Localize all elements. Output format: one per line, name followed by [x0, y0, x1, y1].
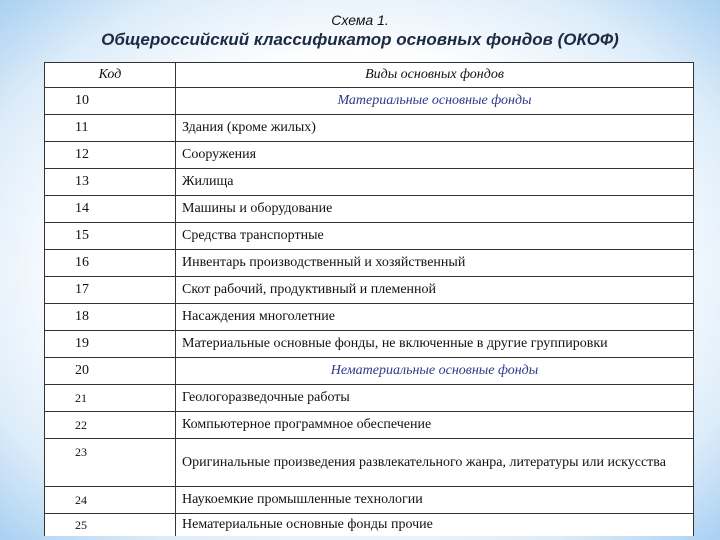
- table-row: [45, 142, 694, 169]
- row-code: 25: [45, 514, 176, 537]
- row-name: Геологоразведочные работы: [176, 385, 694, 412]
- table-header-row: [45, 63, 694, 88]
- section-heading: Материальные основные фонды: [176, 88, 694, 115]
- table-row: [45, 385, 694, 412]
- table-row: [45, 412, 694, 439]
- row-name: Компьютерное программное обеспечение: [176, 412, 694, 439]
- table-row: [45, 250, 694, 277]
- page-title: Общероссийский классификатор основных фондов (ОКОФ): [101, 30, 619, 49]
- row-code: 21: [45, 385, 176, 412]
- row-code: 16: [45, 250, 176, 277]
- row-name: Нематериальные основные фонды прочие: [176, 514, 694, 537]
- table-row: [45, 196, 694, 223]
- row-code: 12: [45, 142, 176, 169]
- row-name: Наукоемкие промышленные технологии: [176, 487, 694, 514]
- row-name: Сооружения: [176, 142, 694, 169]
- table-row: [45, 169, 694, 196]
- row-code: 18: [45, 304, 176, 331]
- row-code: 19: [45, 331, 176, 358]
- row-name: Здания (кроме жилых): [176, 115, 694, 142]
- table-row: [45, 115, 694, 142]
- row-name: Машины и оборудование: [176, 196, 694, 223]
- row-code: 24: [45, 487, 176, 514]
- row-code: 14: [45, 196, 176, 223]
- row-name: Жилища: [176, 169, 694, 196]
- row-name: Материальные основные фонды, не включенные в другие группировки: [176, 331, 694, 358]
- table-row: [45, 439, 694, 487]
- table-row: [45, 277, 694, 304]
- row-name: Средства транспортные: [176, 223, 694, 250]
- column-header-types: Виды основных фондов: [176, 63, 694, 88]
- table-row: [45, 223, 694, 250]
- table-row: [45, 304, 694, 331]
- scheme-label: Схема 1.: [331, 12, 389, 28]
- table-row: [45, 358, 694, 385]
- table-row: [45, 487, 694, 514]
- row-name: Инвентарь производственный и хозяйственный: [176, 250, 694, 277]
- row-name: Насаждения многолетние: [176, 304, 694, 331]
- row-code: 13: [45, 169, 176, 196]
- row-code: 17: [45, 277, 176, 304]
- row-name: Оригинальные произведения развлекательного жанра, литературы или искусства: [176, 439, 694, 487]
- row-code: 23: [45, 439, 176, 487]
- section-heading: Нематериальные основные фонды: [176, 358, 694, 385]
- row-name: Скот рабочий, продуктивный и племенной: [176, 277, 694, 304]
- table-row: [45, 88, 694, 115]
- table-row: [45, 514, 694, 537]
- okof-table: [44, 62, 694, 536]
- row-code: 15: [45, 223, 176, 250]
- row-code: 22: [45, 412, 176, 439]
- table-row: [45, 331, 694, 358]
- column-header-code: Код: [45, 63, 176, 88]
- row-code: 10: [45, 88, 176, 115]
- row-code: 20: [45, 358, 176, 385]
- row-code: 11: [45, 115, 176, 142]
